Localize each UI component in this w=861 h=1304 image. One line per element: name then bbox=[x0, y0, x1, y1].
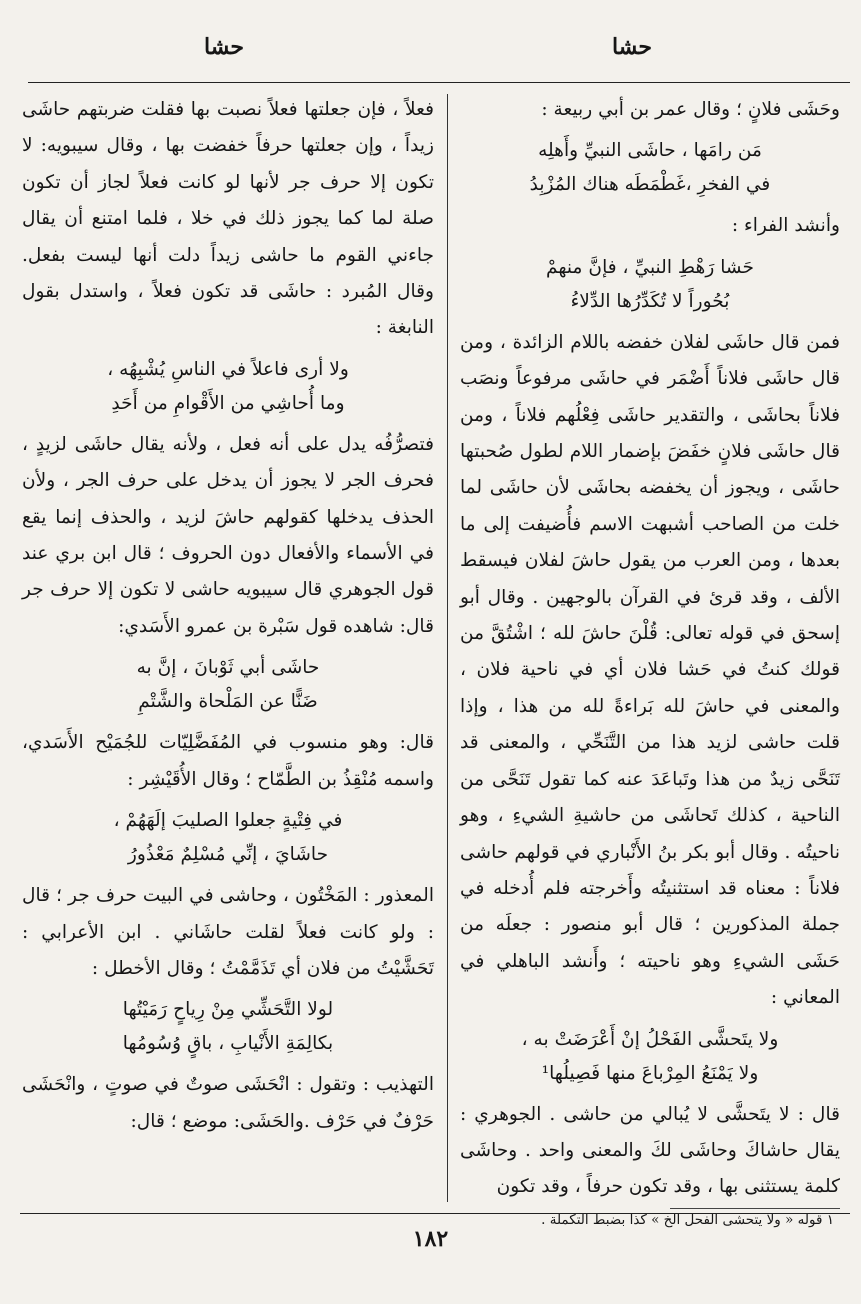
paragraph: قال : لا يتَحشَّى لا يُبالي من حاشى . الجوهري : يقال حاشاكَ وحاشَى لكَ والمعنى واحد . وحاشَى كلمة يستثنى بها ، وقد تكون حرفاً ، وقد تكون bbox=[460, 1103, 840, 1198]
paragraph: التهذيب : وتقول : انْحَشَى صوتٌ في صوتٍ ، وانْحَشَى حَرْفٌ في حَرْف .والحَشَى: موضع ؛ قال: bbox=[22, 1074, 434, 1132]
verse-line: ولا يتَحشَّى الفَحْلُ إنْ أَعْرَضَتْ به ، bbox=[521, 1028, 779, 1050]
page-header bbox=[0, 34, 861, 74]
header-rule bbox=[28, 82, 850, 83]
verse bbox=[22, 993, 434, 1061]
verse-line: لولا التَّحَشِّي مِنْ رِياحٍ رَمَيْتُها bbox=[122, 999, 334, 1021]
verse-line: في فِتْيةٍ جعلوا الصليبَ إلَهَهُمْ ، bbox=[113, 810, 343, 832]
verse-line: حاشَى أبي ثَوْبانَ ، إنَّ به bbox=[136, 657, 320, 679]
right-headword: حشا bbox=[612, 34, 652, 60]
verse-line: ولا يَمْنَعُ المِرْباعَ منها فَصِيلُها¹ bbox=[541, 1062, 759, 1084]
verse-line: مَن رامَها ، حاشَى النبيِّ وأَهلِه bbox=[538, 140, 762, 162]
left-column bbox=[22, 92, 434, 1140]
paragraph: فتصرُّفُه يدل على أنه فعل ، ولأنه يقال حاشَى لزيدٍ ، فحرف الجر لا يجوز أن يدخل على حرف الجر ، ولأن الحذف يدخلها كقولهم حاشَ لزيد ، والحذف إنما يقع في الأسماء والأفعال دون الحروف ؛ قال ابن بري عند قول الجوهري قال سيبويه حاشى لا تكون إلا حرف جر قال: شاهده قول سَبْرة بن عمرو الأَسَدي: bbox=[22, 433, 434, 637]
paragraph: وحَشَى فلانٍ ؛ وقال عمر بن أبي ربيعة : bbox=[541, 99, 840, 120]
verse-line: ولا أرى فاعلاً في الناسِ يُشْبِهُه ، bbox=[107, 358, 349, 380]
paragraph: فعلاً ، فإن جعلتها فعلاً نصبت بها فقلت ضربتهم حاشَى زيداً ، وإن جعلتها حرفاً خفضت بها ، وقال سيبويه: لا تكون إلا حرف جر لأنها لو كانت فعلاً لجاز أن تكون صلة لما كما يجوز ذلك في خلا ، فلما امتنع أن يقال جاءني القوم ما حاشى زيداً دلت أنها ليست بفعل. وقال المُبرد : حاشَى قد تكون فعلاً ، واستدل بقول النابغة : bbox=[22, 99, 434, 339]
verse-line: بُحُوراً لا تُكَدِّرُها الدِّلاءُ bbox=[570, 290, 730, 312]
paragraph: فمن قال حاشَى لفلان خفضه باللام الزائدة ، ومن قال حاشَى فلاناً أَضْمَر في حاشَى مرفوعاً ونصَب فلاناً بحاشَى ، والتقدير حاشَى فِعْلُهم فلاناً ، ومن قال حاشَى فلانٍ خفَضَ بإضمار اللام لطول صُحبتها حاشَى ، ويجوز أن يخفضه بحاشَى لأن حاشَى لما خلت من الصاحب أشبهت الاسم فأُضيفت إلى ما بعدها ، ومن العرب من يقول حاشَ لفلان فيسقط الألف ، وقد قرئ في القرآن بالوجهين . وقال أبو إسحق في قوله تعالى: قُلْنَ حاشَ لله ؛ اشْتُقَّ من قولك كنتُ في حَشا فلان أي في ناحية فلان ، والمعنى في حاشَ لله بَراءةً لله من هذا ، وإذا قلت حاشى لزيد هذا من التَّنَحِّي ، والمعنى قد تَنَحَّى زيدٌ من هذا وتَباعَدَ عنه كما تقول تَنَحَّى من الناحية ، كذلك تَحاشَى من حاشيةِ الشيءِ ، وهو ناحيتُه . وقال أبو بكر بنُ الأَنْباري في قولهم حاشى فلاناً : معناه قد استثنيتُه وأَخرجته فلم أُدخله في جملة المذكورين ؛ قال أبو منصور : جعلَه من حَشَى الشيءِ وهو ناحيته ؛ وأَنشد الباهلي في المعاني : bbox=[460, 331, 840, 1009]
paragraph: قال: وهو منسوب في المُفَضَّلِيّات للجُمَيْح الأَسَدي، واسمه مُنْقِذُ بن الطَّمّاح ؛ وقال الأُقَيْشِر : bbox=[22, 732, 434, 790]
footnote: ١ قوله « ولا يتحشى الفحل الخ » كذا بضبط التكملة . bbox=[541, 1211, 834, 1228]
verse bbox=[460, 251, 840, 319]
verse-line: حاشَايَ ، إنِّي مُسْلِمٌ مَعْذُورُ bbox=[127, 844, 329, 866]
verse-line: في الفخرِ ،غَطْمَطَه هناك المُزْبِدُ bbox=[529, 174, 771, 196]
verse-line: ضَنًّا عن المَلْحاة والشَّتْمِ bbox=[138, 691, 318, 713]
verse bbox=[460, 134, 840, 202]
verse-line: وما أُحاشِي من الأَقْوامِ من أَحَدِ bbox=[111, 392, 345, 414]
verse bbox=[460, 1023, 840, 1091]
verse-line: حَشا رَهْطِ النبيِّ ، فإنَّ منهمْ bbox=[545, 256, 754, 278]
verse-line: بكالِمَةِ الأَنْيابِ ، باقٍ وُسُومُها bbox=[122, 1033, 334, 1055]
verse bbox=[22, 353, 434, 421]
verse bbox=[22, 651, 434, 719]
paragraph: وأنشد الفراء : bbox=[731, 215, 840, 237]
verse bbox=[22, 804, 434, 872]
left-headword: حشا bbox=[204, 34, 244, 60]
paragraph: المعذور : المَخْتُون ، وحاشى في البيت حرف جر ؛ قال : ولو كانت فعلاً لقلت حاشَاني . ابن الأعرابي : تَحَشَّيْتُ من فلان أي تَذَمَّمْتُ ؛ وقال الأخطل : bbox=[22, 885, 434, 979]
column-divider bbox=[447, 94, 448, 1202]
page-number: ١٨٢ bbox=[412, 1226, 449, 1252]
right-column bbox=[460, 92, 840, 1231]
footer-rule bbox=[20, 1213, 850, 1214]
